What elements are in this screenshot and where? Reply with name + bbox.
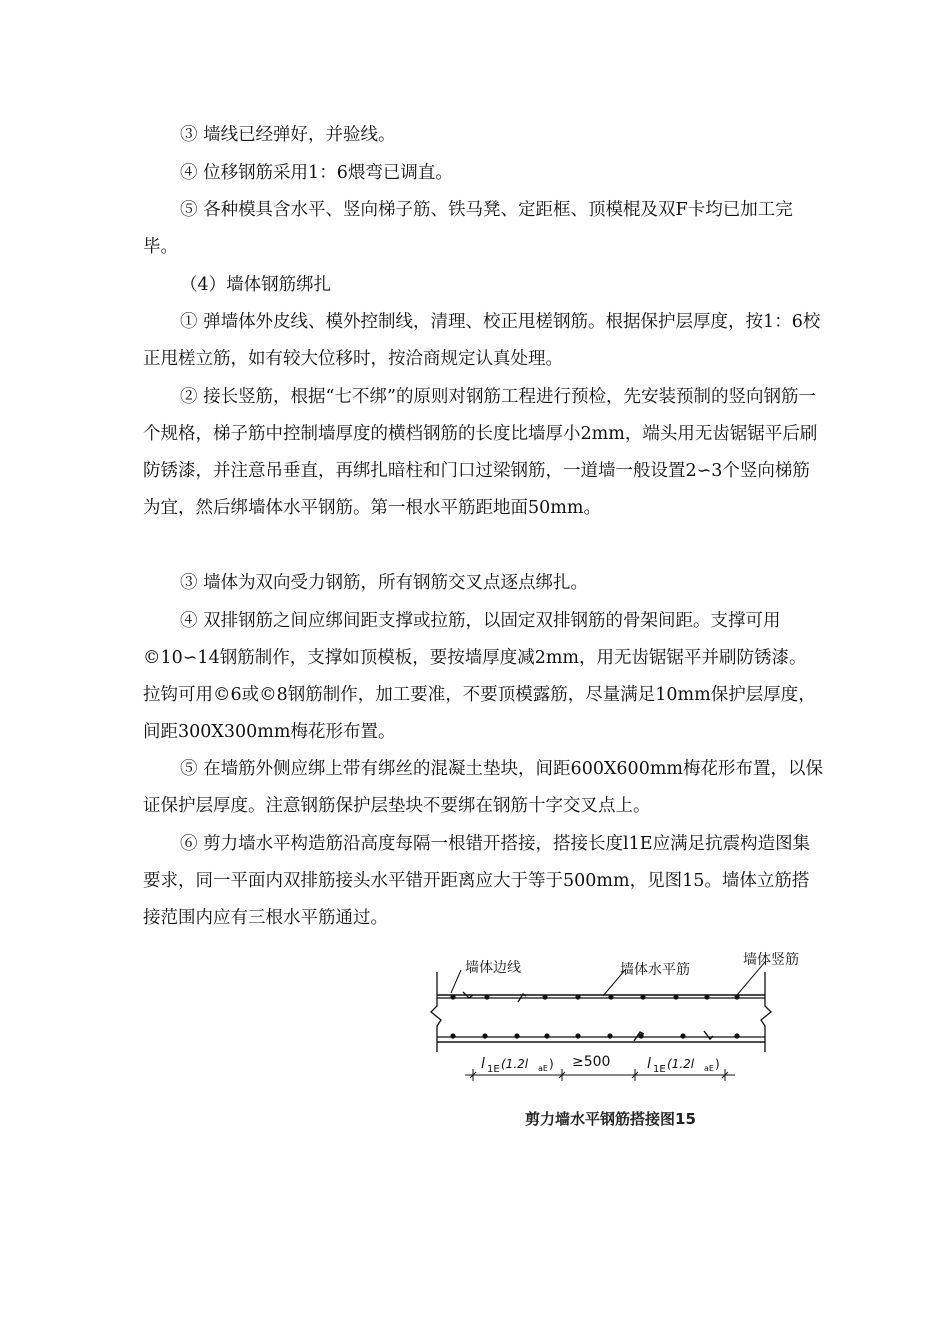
break-line-right: [761, 972, 771, 1052]
dim-left-paren: (1.2l: [501, 1057, 529, 1071]
dim-right-close: ): [715, 1057, 720, 1071]
dim-right-paren-sub: aE: [704, 1064, 714, 1073]
label-vertical-rebar: 墙体竖筋: [743, 952, 799, 968]
label-wall-edge: 墙体边线: [465, 960, 521, 976]
dim-right-paren: (1.2l: [667, 1057, 695, 1071]
label-horizontal-rebar: 墙体水平筋: [620, 962, 690, 978]
rebar-splice-figure: [425, 940, 825, 1140]
dim-left-paren-sub: aE: [538, 1064, 548, 1073]
paragraph-7: ③ 墙体为双向受力钢筋，所有钢筋交叉点逐点绑扎。: [180, 573, 589, 593]
paragraph-2: ④ 位移钢筋采用1：6煨弯已调直。: [180, 163, 453, 183]
dim-left-l: l: [481, 1056, 485, 1072]
dim-mid: ≥500: [572, 1054, 611, 1070]
paragraph-3: ⑤ 各种模具含水平、竖向梯子筋、铁马凳、定距框、顶模棍及双F卡均已加工完毕。: [143, 200, 793, 257]
paragraph-5: ① 弹墙体外皮线、模外控制线，清理、校正甩槎钢筋。根据保护层厚度，按1：6校正甩槎立筋，如有较大位移时，按洽商规定认真处理。: [143, 312, 821, 369]
paragraph-9: ⑤ 在墙筋外侧应绑上带有绑丝的混凝土垫块，间距600X600mm梅花形布置，以保证保护层厚度。注意钢筋保护层垫块不要绑在钢筋十字交叉点上。: [143, 759, 824, 816]
paragraph-10: ⑥ 剪力墙水平构造筋沿高度每隔一根错开搭接，搭接长度l1E应满足抗震构造图集要求，同一平面内双排筋接头水平错开距离应大于等于500mm，见图15。墙体立筋搭接范围内应有三根水平筋通过。: [143, 834, 811, 928]
dim-left-close: ): [549, 1057, 554, 1071]
paragraph-1: ③ 墙线已经弹好，并验线。: [180, 125, 396, 145]
vertical-rebar-dots-bottom: [450, 1033, 739, 1038]
leader-wall-edge: [451, 970, 461, 993]
dim-right-sub: 1E: [653, 1064, 666, 1075]
paragraph-6: ② 接长竖筋，根据“七不绑”的原则对钢筋工程进行预检，先安装预制的竖向钢筋一个规格，梯子筋中控制墙厚度的横档钢筋的长度比墙厚小2mm，端头用无齿锯锯平后刷防锈漆，并注意吊垂直，再绑扎暗柱和门口过梁钢筋，一道墙一般设置2∽3个竖向梯筋为宜，然后绑墙体水平钢筋。第一根水平筋距地面50mm。: [143, 387, 818, 518]
paragraph-8: ④ 双排钢筋之间应绑间距支撑或拉筋，以固定双排钢筋的骨架间距。支撑可用©10∽14钢筋制作，支撑如顶模板，要按墙厚度减2mm，用无齿锯锯平并刷防锈漆。拉钩可用©6或©8钢筋制作，加工要准，不要顶模露筋，尽量满足10mm保护层厚度，间距300X300mm梅花形布置。: [143, 611, 816, 742]
figure-caption: 剪力墙水平钢筋搭接图15: [525, 1110, 696, 1128]
break-line-left: [431, 972, 441, 1052]
dim-left-sub: 1E: [487, 1064, 500, 1075]
dim-right-l: l: [647, 1056, 651, 1072]
section-heading: （4）墙体钢筋绑扎: [180, 275, 332, 295]
